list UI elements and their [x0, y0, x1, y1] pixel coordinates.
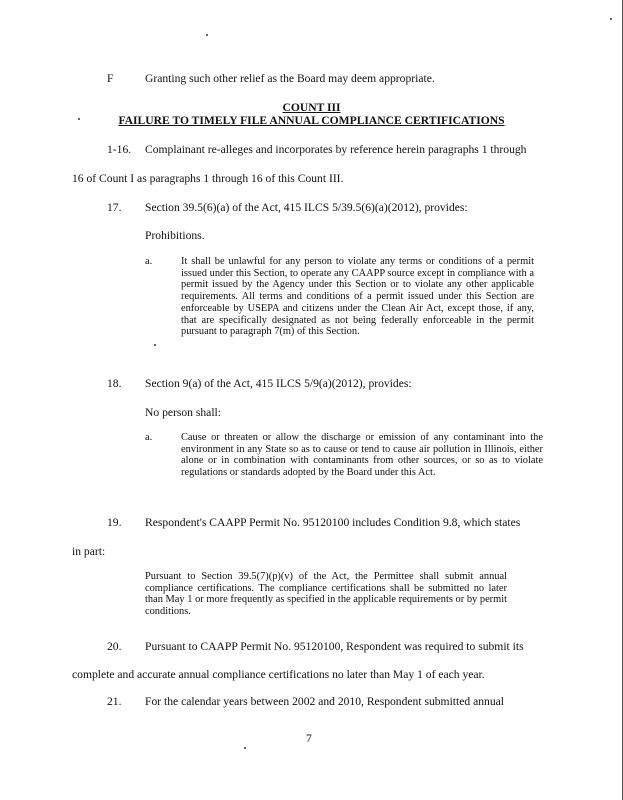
scan-speck — [206, 34, 208, 36]
page-number: 7 — [306, 732, 312, 745]
paragraph-19-number: 19. — [107, 516, 122, 529]
prohibitions-heading: Prohibitions. — [145, 229, 205, 242]
quote-a1-text: It shall be unlawful for any person to violate any terms or conditions of a permit issued under this Section, to operate any CAAPP source except in compliance with a permit issued by the Agency under this Section or to violate any other applicable requirements. All terms and conditions of a permit issued under this Section are enforceable by USEPA and citizens under the Clean Air Act, except those, if any, that are specifically designated as not being federally enforceable in the permit pursuant to paragraph 7(m) of this Section. — [181, 256, 534, 338]
item-f-text: Granting such other relief as the Board may deem appropriate. — [145, 72, 435, 85]
scan-speck — [244, 747, 246, 749]
paragraph-20-line2: complete and accurate annual compliance certifications no later than May 1 of each year. — [72, 668, 485, 681]
paragraph-20-line1: Pursuant to CAAPP Permit No. 95120100, Respondent was required to submit its — [145, 640, 524, 653]
paragraph-1-16-number: 1-16. — [107, 143, 132, 156]
item-f-label: F — [107, 72, 114, 85]
paragraph-18-text: Section 9(a) of the Act, 415 ILCS 5/9(a)(2012), provides: — [145, 377, 412, 390]
paragraph-17-text: Section 39.5(6)(a) of the Act, 415 ILCS 5/39.5(6)(a)(2012), provides: — [145, 201, 468, 214]
paragraph-21-number: 21. — [107, 695, 122, 708]
quote-a2-label: a. — [145, 432, 153, 443]
paragraph-19-line1: Respondent's CAAPP Permit No. 95120100 includes Condition 9.8, which states — [145, 516, 521, 529]
scan-speck — [154, 344, 156, 346]
quote-a1-label: a. — [145, 256, 153, 267]
paragraph-1-16-line2: 16 of Count I as paragraphs 1 through 16 of this Count III. — [72, 172, 344, 185]
paragraph-1-16-line1: Complainant re-alleges and incorporates by reference herein paragraphs 1 through — [145, 143, 527, 156]
no-person-heading: No person shall: — [145, 406, 221, 419]
scan-speck — [610, 18, 612, 20]
paragraph-19-line2: in part: — [72, 545, 106, 558]
scan-speck — [78, 118, 80, 120]
paragraph-18-number: 18. — [107, 377, 122, 390]
quote-19-text: Pursuant to Section 39.5(7)(p)(v) of the Act, the Permittee shall submit annual compliance certifications. The compliance certifications shall be submitted no later than May 1 or more frequently as specified in the applicable requirements or by permit conditions. — [145, 571, 507, 618]
paragraph-20-number: 20. — [107, 640, 122, 653]
count-subtitle: FAILURE TO TIMELY FILE ANNUAL COMPLIANCE CERTIFICATIONS — [118, 114, 505, 127]
count-title: COUNT III — [282, 101, 341, 114]
quote-a2-text: Cause or threaten or allow the discharge or emission of any contaminant into the environment in any State so as to cause or tend to cause air pollution in Illinois, either alone or in combination with contaminants from other sources, or so as to violate regulations or standards adopted by the Board under this Act. — [181, 432, 543, 479]
paragraph-17-number: 17. — [107, 201, 122, 214]
paragraph-21-line1: For the calendar years between 2002 and 2010, Respondent submitted annual — [145, 695, 504, 708]
